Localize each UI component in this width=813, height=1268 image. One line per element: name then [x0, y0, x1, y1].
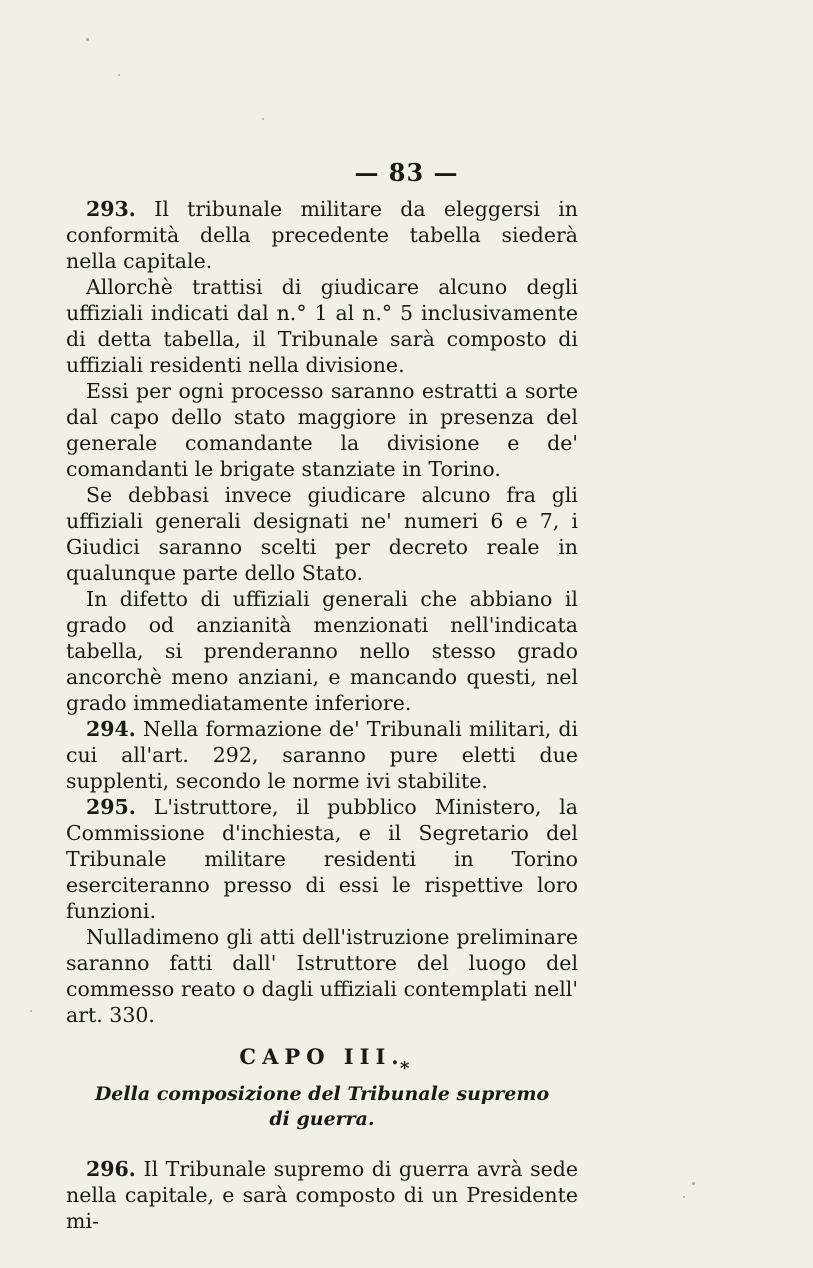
article-number: 293. — [86, 197, 136, 221]
paragraph — [66, 924, 578, 1028]
article-number: 295. — [86, 795, 136, 819]
paragraph-text: Il Tribunale supremo di guerra avrà sede nella capitale, e sarà composto di un Presidente mi- — [66, 1157, 578, 1233]
paragraph-293 — [66, 196, 578, 274]
chapter-heading: CAPO III. — [239, 1044, 405, 1069]
signature-mark: * — [400, 1058, 410, 1079]
paragraph-text: Il tribunale militare da eleggersi in conformità della precedente tabella siederà nella capitale. — [66, 197, 578, 273]
paragraph — [66, 482, 578, 586]
chapter-subtitle-line: di guerra. — [269, 1108, 375, 1130]
paragraph-text: L'istruttore, il pubblico Ministero, la Commissione d'inchiesta, e il Segretario del Tribunale militare residenti in Torino eserciteranno presso di essi le rispettive loro funzioni. — [66, 795, 578, 923]
paper-speck — [86, 38, 89, 41]
paragraph-text: Nulladimeno gli atti dell'istruzione preliminare saranno fatti dall' Istruttore del luogo del commesso reato o dagli uffiziali contemplati nell' art. 330. — [66, 925, 578, 1027]
paragraph — [66, 586, 578, 716]
paper-speck — [683, 1196, 685, 1198]
paragraph-text: Nella formazione de' Tribunali militari, di cui all'art. 292, saranno pure eletti due supplenti, secondo le norme ivi stabilite. — [66, 717, 578, 793]
paper-speck — [262, 118, 264, 120]
article-number: 296. — [86, 1157, 136, 1181]
paragraph-text: Se debbasi invece giudicare alcuno fra gli uffiziali generali designati ne' numeri 6 e 7, i Giudici saranno scelti per decreto reale in qualunque parte dello Stato. — [66, 483, 578, 585]
paragraph-text: In difetto di uffiziali generali che abbiano il grado od anzianità menzionati nell'indicata tabella, si prenderanno nello stesso grado ancorchè meno anziani, e mancando questi, nel grado immediatamente inferiore. — [66, 587, 578, 715]
paragraph — [66, 274, 578, 378]
paragraph-296 — [66, 1156, 578, 1234]
article-number: 294. — [86, 717, 136, 741]
chapter-subtitle-line: Della composizione del Tribunale supremo — [94, 1083, 550, 1105]
chapter-subtitle — [66, 1082, 578, 1132]
paragraph-text: Allorchè trattisi di giudicare alcuno degli uffiziali indicati dal n.° 1 al n.° 5 inclusivamente di detta tabella, il Tribunale sarà composto di uffiziali residenti nella divisione. — [66, 275, 578, 377]
page-number: — 83 — — [354, 158, 459, 187]
paragraph-295 — [66, 794, 578, 924]
paragraph-294 — [66, 716, 578, 794]
paragraph-text: Essi per ogni processo saranno estratti a sorte dal capo dello stato maggiore in presenza del generale comandante la divisione e de' comandanti le brigate stanziate in Torino. — [66, 379, 578, 481]
paper-speck — [118, 74, 120, 76]
paper-speck — [30, 1010, 32, 1012]
paper-speck — [692, 1182, 695, 1185]
paragraph — [66, 378, 578, 482]
body-text — [66, 196, 578, 1234]
